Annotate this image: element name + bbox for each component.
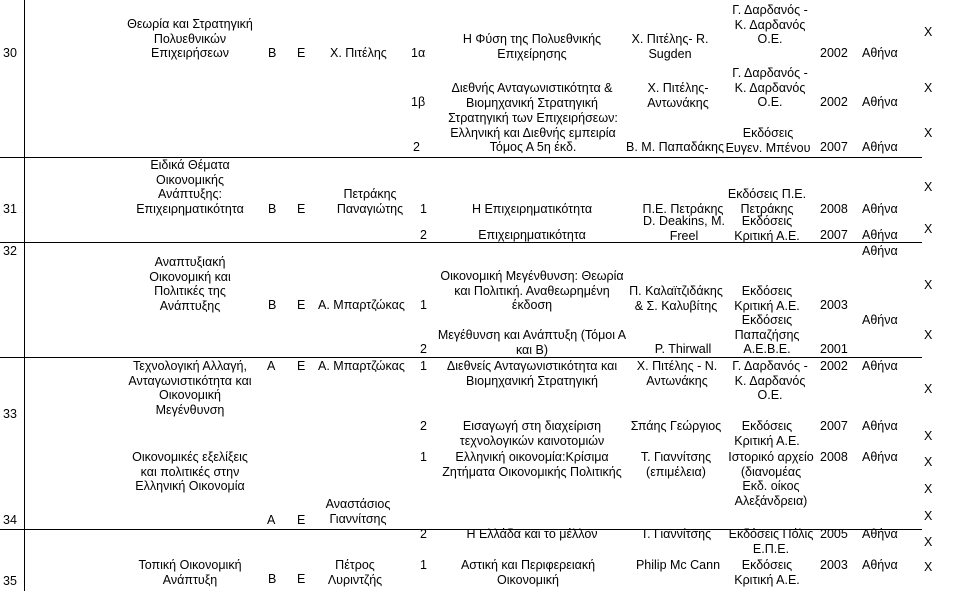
e-flag: Ε <box>297 359 306 373</box>
book-title: Μεγέθυνση και Ανάπτυξη (Τόμοι Α και Β) <box>437 328 627 357</box>
course-title: Τεχνολογική Αλλαγή, Ανταγωνιστικότητα και Οικονομική Μεγένθυνση <box>128 359 252 417</box>
course-author: Α. Μπαρτζώκας <box>318 359 405 373</box>
row-number: 33 <box>3 407 17 421</box>
year: 2002 <box>820 359 848 373</box>
publisher: Ιστορικό αρχείο (διανομέας Εκδ. οίκος Αλεξάνδρεια) <box>728 450 814 508</box>
year: 2001 <box>820 342 848 356</box>
row-number: 34 <box>3 513 17 527</box>
row-number: 30 <box>3 46 17 60</box>
course-title: Τοπική Οικονομική Ανάπτυξη <box>138 558 242 587</box>
city: Αθήνα <box>862 558 898 572</box>
publisher: Εκδόσεις Κριτική Α.Ε. <box>734 558 800 587</box>
mark-x: X <box>924 535 933 549</box>
b-flag: Β <box>268 202 277 216</box>
publisher: Γ. Δαρδανός - Κ. Δαρδανός Ο.Ε. <box>732 3 808 46</box>
book-author: P. Thirwall <box>654 342 712 356</box>
book-author: Π.Ε. Πετράκης <box>642 202 724 216</box>
publisher: Εκδόσεις Κριτική Α.Ε. <box>734 214 800 243</box>
mark-x: X <box>924 278 933 292</box>
book-title: Διεθνής Ανταγωνιστικότητα & Βιομηχανική Στρατηγική <box>451 81 613 110</box>
book-author: Χ. Πιτέλης- R. Sugden <box>631 32 709 61</box>
year: 2008 <box>820 202 848 216</box>
city: Αθήνα <box>862 46 898 60</box>
b-flag: Β <box>268 298 277 312</box>
course-title: Ειδικά Θέματα Οικονομικής Ανάπτυξης: Επιχειρηματικότητα <box>136 158 244 216</box>
year: 2003 <box>820 558 848 572</box>
e-flag: Ε <box>297 513 306 527</box>
book-author: D. Deakins, M. Freel <box>643 214 725 243</box>
city: Αθήνα <box>862 359 898 373</box>
year: 2007 <box>820 140 848 154</box>
mark-x: X <box>924 25 933 39</box>
city: Αθήνα <box>862 95 898 109</box>
city: Αθήνα <box>862 228 898 242</box>
a-flag: Α <box>267 359 276 373</box>
book-title: Η Ελλάδα και το μέλλον <box>466 527 598 541</box>
book-title: Ελληνική οικονομία:Κρίσιμα Ζητήματα Οικονομικής Πολιτικής <box>442 450 622 479</box>
row-number: 32 <box>3 244 17 258</box>
book-title: Αστική και Περιφερειακή Οικονομική <box>460 558 596 587</box>
b-flag: Β <box>268 46 277 60</box>
course-title: Οικονομικές εξελίξεις και πολιτικές στην Ελληνική Οικονομία <box>132 450 248 493</box>
volume-number: 2 <box>420 419 427 433</box>
mark-x: X <box>924 429 933 443</box>
year: 2002 <box>820 46 848 60</box>
course-author: Χ. Πιτέλης <box>330 46 387 60</box>
course-title: Αναπτυξιακή Οικονομική και Πολιτικές της Ανάπτυξης <box>149 255 231 313</box>
volume-number: 2 <box>420 228 427 242</box>
book-author: Χ. Πιτέλης - Ν. Αντωνάκης <box>636 359 718 388</box>
row-number: 31 <box>3 202 17 216</box>
e-flag: Ε <box>297 572 306 586</box>
volume-number: 1β <box>411 95 426 109</box>
book-title: Στρατηγική των Επιχειρήσεων: Ελληνική και Διεθνής εμπειρία Τόμος Α 5η έκδ. <box>448 111 618 154</box>
book-title: Διεθνείς Ανταγωνιστικότητα και Βιομηχανική Στρατηγική <box>446 359 618 388</box>
volume-number: 1 <box>420 558 427 572</box>
volume-number: 2 <box>413 140 420 154</box>
e-flag: Ε <box>297 298 306 312</box>
city: Αθήνα <box>862 244 898 258</box>
book-title: Η Επιχειρηματικότητα <box>471 202 593 216</box>
mark-x: X <box>924 328 933 342</box>
mark-x: X <box>924 382 933 396</box>
city: Αθήνα <box>862 140 898 154</box>
publisher: Γ. Δαρδανός - Κ. Δαρδανός Ο.Ε. <box>732 359 808 402</box>
city: Αθήνα <box>862 527 898 541</box>
year: 2007 <box>820 419 848 433</box>
book-author: Π. Καλαϊτζιδάκης & Σ. Καλυβίτης <box>629 284 723 313</box>
a-flag: Α <box>267 513 276 527</box>
mark-x: X <box>924 222 933 236</box>
year: 2002 <box>820 95 848 109</box>
publisher: Εκδόσεις Κριτική Α.Ε. <box>734 419 800 448</box>
mark-x: X <box>924 180 933 194</box>
volume-number: 2 <box>420 527 427 541</box>
volume-number: 2 <box>420 342 427 356</box>
course-author: Πέτρος Λυριντζής <box>327 558 383 587</box>
publisher: Εκδόσεις Κριτική Α.Ε. <box>734 284 800 313</box>
row-number: 35 <box>3 574 17 588</box>
book-title: Εισαγωγή στη διαχείριση τεχνολογικών καινοτομιών <box>459 419 605 448</box>
mark-x: X <box>924 81 933 95</box>
column-divider <box>24 0 25 591</box>
book-title: Επιχειρηματικότητα <box>478 228 586 242</box>
course-author: Α. Μπαρτζώκας <box>318 298 405 312</box>
mark-x: X <box>924 509 933 523</box>
e-flag: Ε <box>297 202 306 216</box>
year: 2005 <box>820 527 848 541</box>
publisher: Εκδόσεις Π.Ε. Πετράκης <box>727 187 807 216</box>
city: Αθήνα <box>862 202 898 216</box>
book-author: Τ. Γιαννίτσης <box>640 527 712 541</box>
city: Αθήνα <box>862 450 898 464</box>
volume-number: 1 <box>420 450 427 464</box>
row-divider <box>0 357 922 358</box>
course-title: Θεωρία και Στρατηγική Πολυεθνικών Επιχειρήσεων <box>127 17 253 60</box>
mark-x: X <box>924 126 933 140</box>
book-title: Η Φύση της Πολυεθνικής Επιχείρησης <box>462 32 602 61</box>
volume-number: 1 <box>420 359 427 373</box>
b-flag: Β <box>268 572 277 586</box>
mark-x: X <box>924 560 933 574</box>
book-author: Philip Mc Cann <box>635 558 721 572</box>
year: 2007 <box>820 228 848 242</box>
publisher: Εκδόσεις Παπαζήσης Α.Ε.Β.Ε. <box>734 313 800 356</box>
year: 2008 <box>820 450 848 464</box>
book-title: Οικονομική Μεγένθυνση: Θεωρία και Πολιτική. Αναθεωρημένη έκδοση <box>440 269 624 312</box>
year: 2003 <box>820 298 848 312</box>
mark-x: X <box>924 455 933 469</box>
mark-x: X <box>924 482 933 496</box>
publisher: Εκδόσεις Ευγεν. Μπένου <box>725 126 811 155</box>
city: Αθήνα <box>862 419 898 433</box>
course-author: Πετράκης Παναγιώτης <box>336 187 404 216</box>
volume-number: 1 <box>420 298 427 312</box>
publisher: Γ. Δαρδανός - Κ. Δαρδανός Ο.Ε. <box>732 66 808 109</box>
publisher: Εκδόσεις Πόλις Ε.Π.Ε. <box>728 527 814 556</box>
book-author: Χ. Πιτέλης- Αντωνάκης <box>647 81 709 110</box>
book-author: Σπάης Γεώργιος <box>630 419 722 433</box>
course-author: Αναστάσιος Γιαννίτσης <box>325 497 391 526</box>
book-author: Β. Μ. Παπαδάκης <box>626 140 724 154</box>
volume-number: 1α <box>411 46 426 60</box>
book-author: Τ. Γιαννίτσης (επιμέλεια) <box>640 450 712 479</box>
e-flag: Ε <box>297 46 306 60</box>
volume-number: 1 <box>420 202 427 216</box>
city: Αθήνα <box>862 313 898 327</box>
